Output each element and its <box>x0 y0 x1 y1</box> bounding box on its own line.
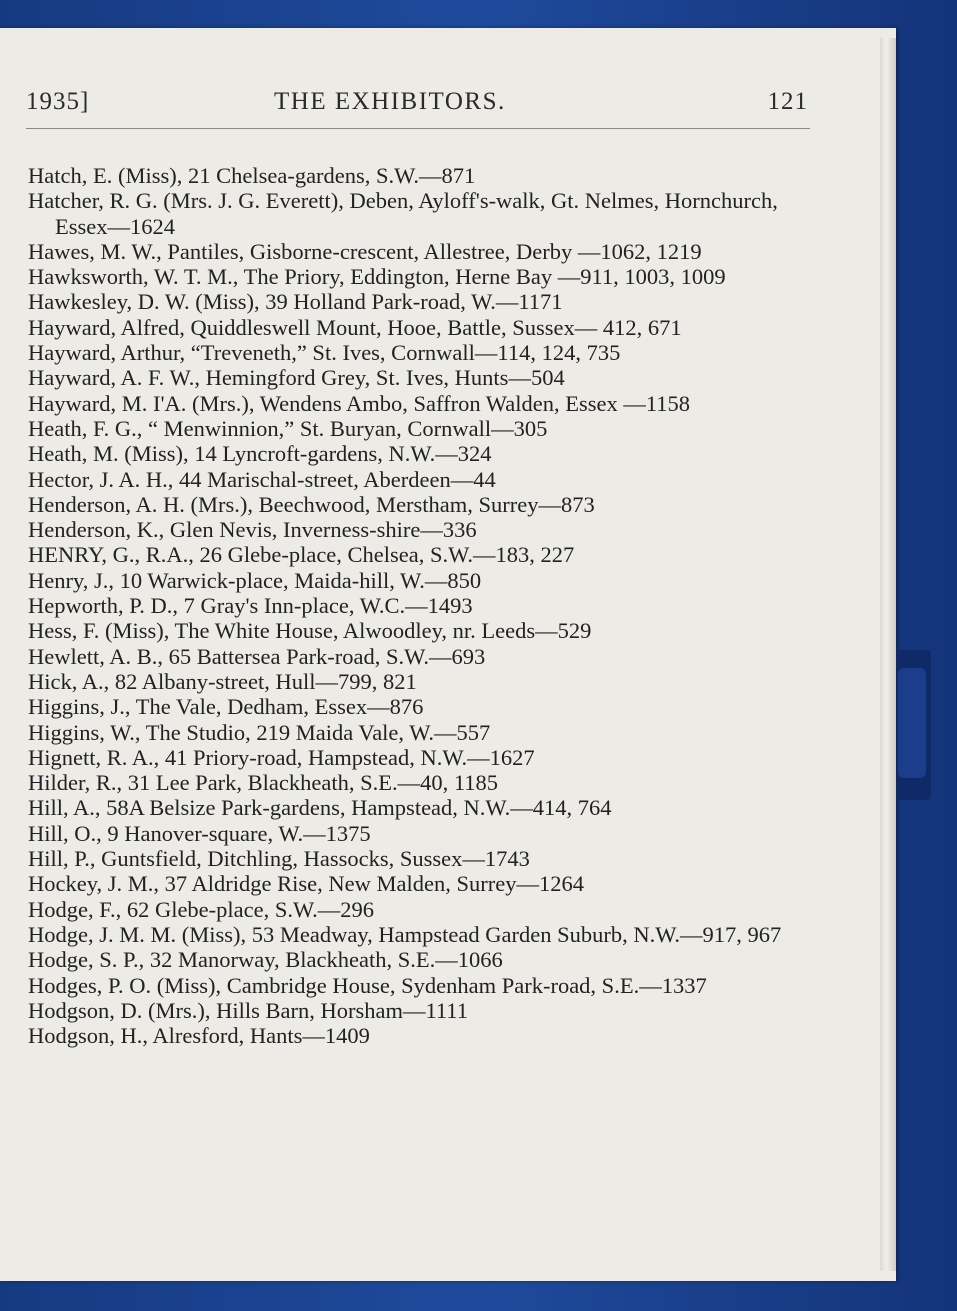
list-item <box>28 441 810 466</box>
list-item <box>28 973 810 998</box>
list-item <box>28 871 810 896</box>
entry-text: Hayward, Alfred, Quiddleswell Mount, Hooe, Battle, Sussex— 412, 671 <box>28 314 682 340</box>
list-item <box>28 821 810 846</box>
page-header <box>26 88 810 129</box>
list-item <box>28 315 810 340</box>
list-item <box>28 795 810 820</box>
entry-text: Hill, P., Guntsfield, Ditchling, Hassocks, Sussex—1743 <box>28 846 530 872</box>
list-item <box>28 922 810 947</box>
list-item <box>28 644 810 669</box>
list-item <box>28 770 810 795</box>
entry-text: Heath, M. (Miss), 14 Lyncroft-gardens, N.W.—324 <box>28 441 492 467</box>
entry-text: Hawksworth, W. T. M., The Priory, Eddington, Herne Bay —911, 1003, 1009 <box>28 264 726 290</box>
page-edge <box>880 38 896 1271</box>
header-title: THE EXHIBITORS. <box>274 88 506 115</box>
entry-text: Hatcher, R. G. (Mrs. J. G. Everett), Deben, Ayloff's-walk, Gt. Nelmes, Hornchurch, Essex—1624 <box>28 188 778 239</box>
list-item <box>28 467 810 492</box>
list-item <box>28 365 810 390</box>
list-item <box>28 188 810 239</box>
list-item <box>28 416 810 441</box>
list-item <box>28 694 810 719</box>
entry-text: Hayward, A. F. W., Hemingford Grey, St. Ives, Hunts—504 <box>28 365 565 391</box>
entry-text: Hawes, M. W., Pantiles, Gisborne-crescent, Allestree, Derby —1062, 1219 <box>28 238 702 264</box>
list-item <box>28 1023 810 1048</box>
exhibitor-list <box>28 163 810 1048</box>
entry-text: Hayward, Arthur, “Treveneth,” St. Ives, Cornwall—114, 124, 735 <box>28 340 621 366</box>
entry-text: Heath, F. G., “ Menwinnion,” St. Buryan, Cornwall—305 <box>28 415 548 441</box>
entry-text: Hick, A., 82 Albany-street, Hull—799, 821 <box>28 668 417 694</box>
entry-text: Hepworth, P. D., 7 Gray's Inn-place, W.C.—1493 <box>28 593 473 619</box>
list-item <box>28 593 810 618</box>
list-item <box>28 998 810 1023</box>
list-item <box>28 163 810 188</box>
entry-text: Hodge, F., 62 Glebe-place, S.W.—296 <box>28 896 375 922</box>
entry-text: Higgins, W., The Studio, 219 Maida Vale, W.—557 <box>28 719 491 745</box>
list-item <box>28 720 810 745</box>
list-item <box>28 669 810 694</box>
list-item <box>28 897 810 922</box>
list-item <box>28 517 810 542</box>
entry-text: Hodge, J. M. M. (Miss), 53 Meadway, Hampstead Garden Suburb, N.W.—917, 967 <box>28 921 782 947</box>
entry-text: Hodges, P. O. (Miss), Cambridge House, Sydenham Park-road, S.E.—1337 <box>28 972 707 998</box>
list-item <box>28 264 810 289</box>
list-item <box>28 239 810 264</box>
entry-text: Hector, J. A. H., 44 Marischal-street, Aberdeen—44 <box>28 466 496 492</box>
entry-text: HENRY, G., R.A., 26 Glebe-place, Chelsea, S.W.—183, 227 <box>28 542 575 568</box>
entry-text: Hill, O., 9 Hanover-square, W.—1375 <box>28 820 371 846</box>
list-item <box>28 492 810 517</box>
list-item <box>28 289 810 314</box>
entry-text: Henderson, K., Glen Nevis, Inverness-shire—336 <box>28 517 477 543</box>
entry-text: Hayward, M. I'A. (Mrs.), Wendens Ambo, Saffron Walden, Essex —1158 <box>28 390 691 416</box>
list-item <box>28 340 810 365</box>
entry-text: Hawkesley, D. W. (Miss), 39 Holland Park-road, W.—1171 <box>28 289 563 315</box>
list-item <box>28 846 810 871</box>
list-item <box>28 618 810 643</box>
entry-text: Hodgson, H., Alresford, Hants—1409 <box>28 1023 370 1049</box>
entry-text: Hill, A., 58A Belsize Park-gardens, Hampstead, N.W.—414, 764 <box>28 795 612 821</box>
entry-text: Hodgson, D. (Mrs.), Hills Barn, Horsham—1111 <box>28 997 468 1023</box>
entry-text: Henry, J., 10 Warwick-place, Maida-hill, W.—850 <box>28 567 482 593</box>
list-item <box>28 947 810 972</box>
entry-text: Henderson, A. H. (Mrs.), Beechwood, Merstham, Surrey—873 <box>28 491 595 517</box>
header-year: 1935] <box>26 88 90 115</box>
list-item <box>28 391 810 416</box>
entry-text: Higgins, J., The Vale, Dedham, Essex—876 <box>28 694 424 720</box>
entry-text: Hodge, S. P., 32 Manorway, Blackheath, S.E.—1066 <box>28 947 503 973</box>
list-item <box>28 745 810 770</box>
entry-text: Hess, F. (Miss), The White House, Alwoodley, nr. Leeds—529 <box>28 618 592 644</box>
entry-text: Hatch, E. (Miss), 21 Chelsea-gardens, S.W.—871 <box>28 163 476 188</box>
entry-text: Hewlett, A. B., 65 Battersea Park-road, S.W.—693 <box>28 643 486 669</box>
list-item <box>28 568 810 593</box>
page-number: 121 <box>767 88 808 115</box>
entry-text: Hockey, J. M., 37 Aldridge Rise, New Malden, Surrey—1264 <box>28 871 584 897</box>
entry-text: Hignett, R. A., 41 Priory-road, Hampstead, N.W.—1627 <box>28 744 535 770</box>
entry-text: Hilder, R., 31 Lee Park, Blackheath, S.E.—40, 1185 <box>28 770 499 796</box>
bookmark-knot <box>898 668 926 778</box>
list-item <box>28 542 810 567</box>
